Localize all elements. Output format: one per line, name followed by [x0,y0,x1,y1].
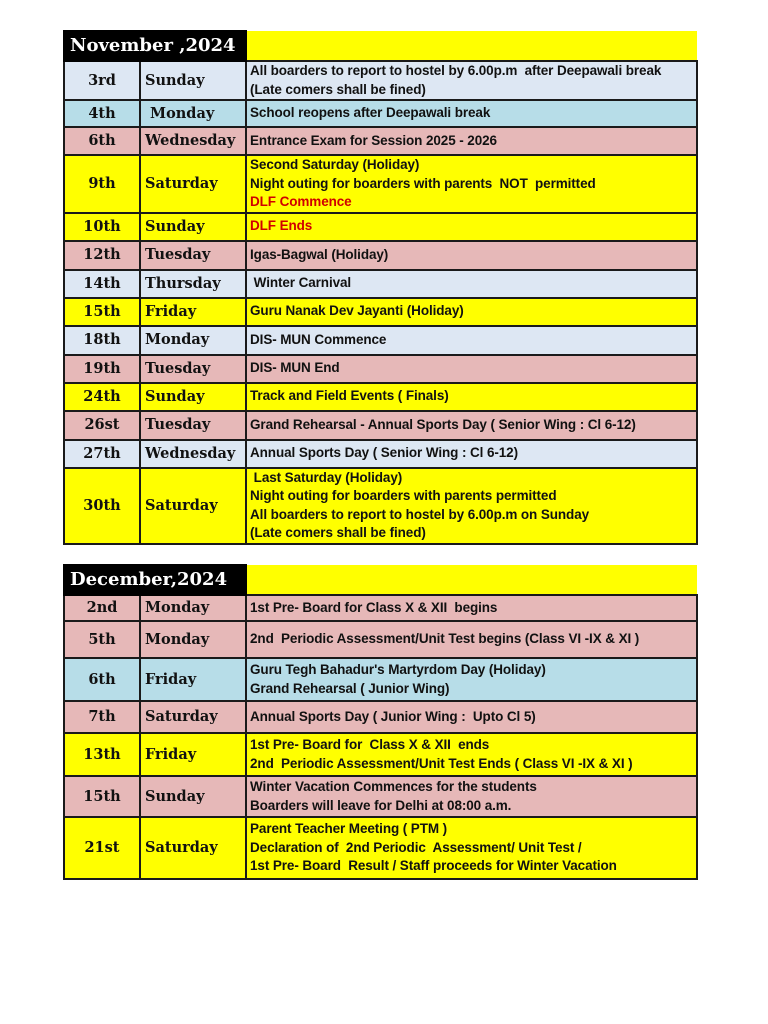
event-cell [246,155,697,213]
event-cell [246,733,697,776]
date-cell: 27th [64,440,140,468]
day-cell: Monday [140,621,246,658]
date-cell: 14th [64,270,140,298]
event-cell [246,127,697,155]
event-line: Annual Sports Day ( Senior Wing : Cl 6-12) [250,445,518,461]
day-cell: Friday [140,298,246,326]
event-cell [246,270,697,298]
calendar-row [64,468,697,544]
day-cell: Wednesday [140,440,246,468]
event-line: All boarders to report to hostel by 6.00p.m on Sunday [250,506,590,522]
date-cell: 10th [64,213,140,241]
event-line: Guru Tegh Bahadur's Martyrdom Day (Holiday) [250,662,546,677]
date-cell: 26st [64,411,140,440]
december-header-row [64,565,697,595]
calendar-row [64,776,697,817]
day-cell: Sunday [140,213,246,241]
event-line: Night outing for boarders with parents NOT permitted [250,175,596,191]
calendar-row [64,440,697,468]
event-line: DLF Ends [250,218,313,234]
date-cell: 13th [64,733,140,776]
december-calendar-table [63,564,698,880]
calendar-row [64,61,697,100]
calendar-row [64,241,697,270]
event-line: 2nd Periodic Assessment/Unit Test begins (Class VI -IX & XI ) [250,631,640,647]
event-cell [246,383,697,411]
event-line: Annual Sports Day ( Junior Wing : Upto Cl 5) [250,708,536,724]
event-cell [246,440,697,468]
date-cell: 15th [64,776,140,817]
date-cell: 24th [64,383,140,411]
event-line: All boarders to report to hostel by 6.00p.m after Deepawali break [250,63,662,78]
date-cell: 5th [64,621,140,658]
december-heading: December,2024 [64,565,246,595]
day-cell: Sunday [140,776,246,817]
event-line: Second Saturday (Holiday) [250,157,420,172]
calendar-row [64,595,697,621]
calendar-row [64,383,697,411]
date-cell: 19th [64,355,140,383]
day-cell: Monday [140,595,246,621]
event-cell [246,298,697,326]
event-line: DIS- MUN Commence [250,331,387,347]
day-cell: Friday [140,733,246,776]
day-cell: Friday [140,658,246,701]
event-cell [246,241,697,270]
date-cell: 30th [64,468,140,544]
event-cell [246,355,697,383]
event-line: Track and Field Events ( Finals) [250,388,449,404]
day-cell: Saturday [140,155,246,213]
date-cell: 2nd [64,595,140,621]
event-line: 2nd Periodic Assessment/Unit Test Ends ( Class VI -IX & XI ) [250,755,633,771]
event-line: 1st Pre- Board for Class X & XII ends [250,737,490,752]
event-cell [246,468,697,544]
day-cell: Monday [140,326,246,355]
date-cell: 6th [64,658,140,701]
event-line: 1st Pre- Board for Class X & XII begins [250,599,498,615]
date-cell: 9th [64,155,140,213]
calendar-row [64,817,697,879]
date-cell: 18th [64,326,140,355]
calendar-row [64,658,697,701]
event-cell [246,776,697,817]
event-cell [246,326,697,355]
event-line: Last Saturday (Holiday) [250,469,403,485]
day-cell: Sunday [140,61,246,100]
calendar-row [64,326,697,355]
calendar-row [64,270,697,298]
date-cell: 12th [64,241,140,270]
calendar-row [64,355,697,383]
day-cell: Tuesday [140,355,246,383]
november-heading: November ,2024 [64,31,246,61]
day-cell: Tuesday [140,241,246,270]
event-line: Parent Teacher Meeting ( PTM ) [250,821,448,837]
date-cell: 7th [64,701,140,733]
event-cell [246,701,697,733]
calendar-row [64,213,697,241]
date-cell: 15th [64,298,140,326]
calendar-row [64,701,697,733]
event-cell [246,100,697,127]
date-cell: 6th [64,127,140,155]
event-line: Igas-Bagwal (Holiday) [250,246,389,262]
calendar-row [64,621,697,658]
event-cell [246,621,697,658]
event-cell [246,595,697,621]
calendar-row [64,298,697,326]
calendar-row [64,100,697,127]
event-cell [246,61,697,100]
november-calendar-table [63,30,698,545]
day-cell: Saturday [140,468,246,544]
date-cell: 3rd [64,61,140,100]
event-cell [246,213,697,241]
event-line: 1st Pre- Board Result / Staff proceeds for Winter Vacation [250,858,617,874]
date-cell: 21st [64,817,140,879]
header-fill [246,31,697,61]
calendar-row [64,155,697,213]
event-line: Entrance Exam for Session 2025 - 2026 [250,132,497,148]
event-line: Grand Rehearsal - Annual Sports Day ( Senior Wing : Cl 6-12) [250,416,636,432]
event-cell [246,658,697,701]
event-line: Winter Vacation Commences for the students [250,779,537,794]
day-cell: Wednesday [140,127,246,155]
event-cell [246,411,697,440]
date-cell: 4th [64,100,140,127]
event-line: Boarders will leave for Delhi at 08:00 a.m. [250,797,512,813]
event-line: DIS- MUN End [250,360,340,376]
event-line: DLF Commence [250,194,352,209]
event-line: Declaration of 2nd Periodic Assessment/ Unit Test / [250,839,582,855]
event-line: School reopens after Deepawali break [250,105,491,121]
calendar-row [64,733,697,776]
day-cell: Tuesday [140,411,246,440]
event-line: Night outing for boarders with parents permitted [250,488,557,503]
event-line: (Late comers shall be fined) [250,81,426,97]
calendar-row [64,127,697,155]
event-line: Guru Nanak Dev Jayanti (Holiday) [250,303,464,319]
november-header-row [64,31,697,61]
calendar-row [64,411,697,440]
day-cell: Thursday [140,270,246,298]
header-fill [246,565,697,595]
day-cell: Sunday [140,383,246,411]
event-line: Winter Carnival [250,275,352,291]
day-cell: Saturday [140,817,246,879]
day-cell: Saturday [140,701,246,733]
event-line: (Late comers shall be fined) [250,525,426,540]
event-cell [246,817,697,879]
event-line: Grand Rehearsal ( Junior Wing) [250,680,450,696]
day-cell: Monday [140,100,246,127]
